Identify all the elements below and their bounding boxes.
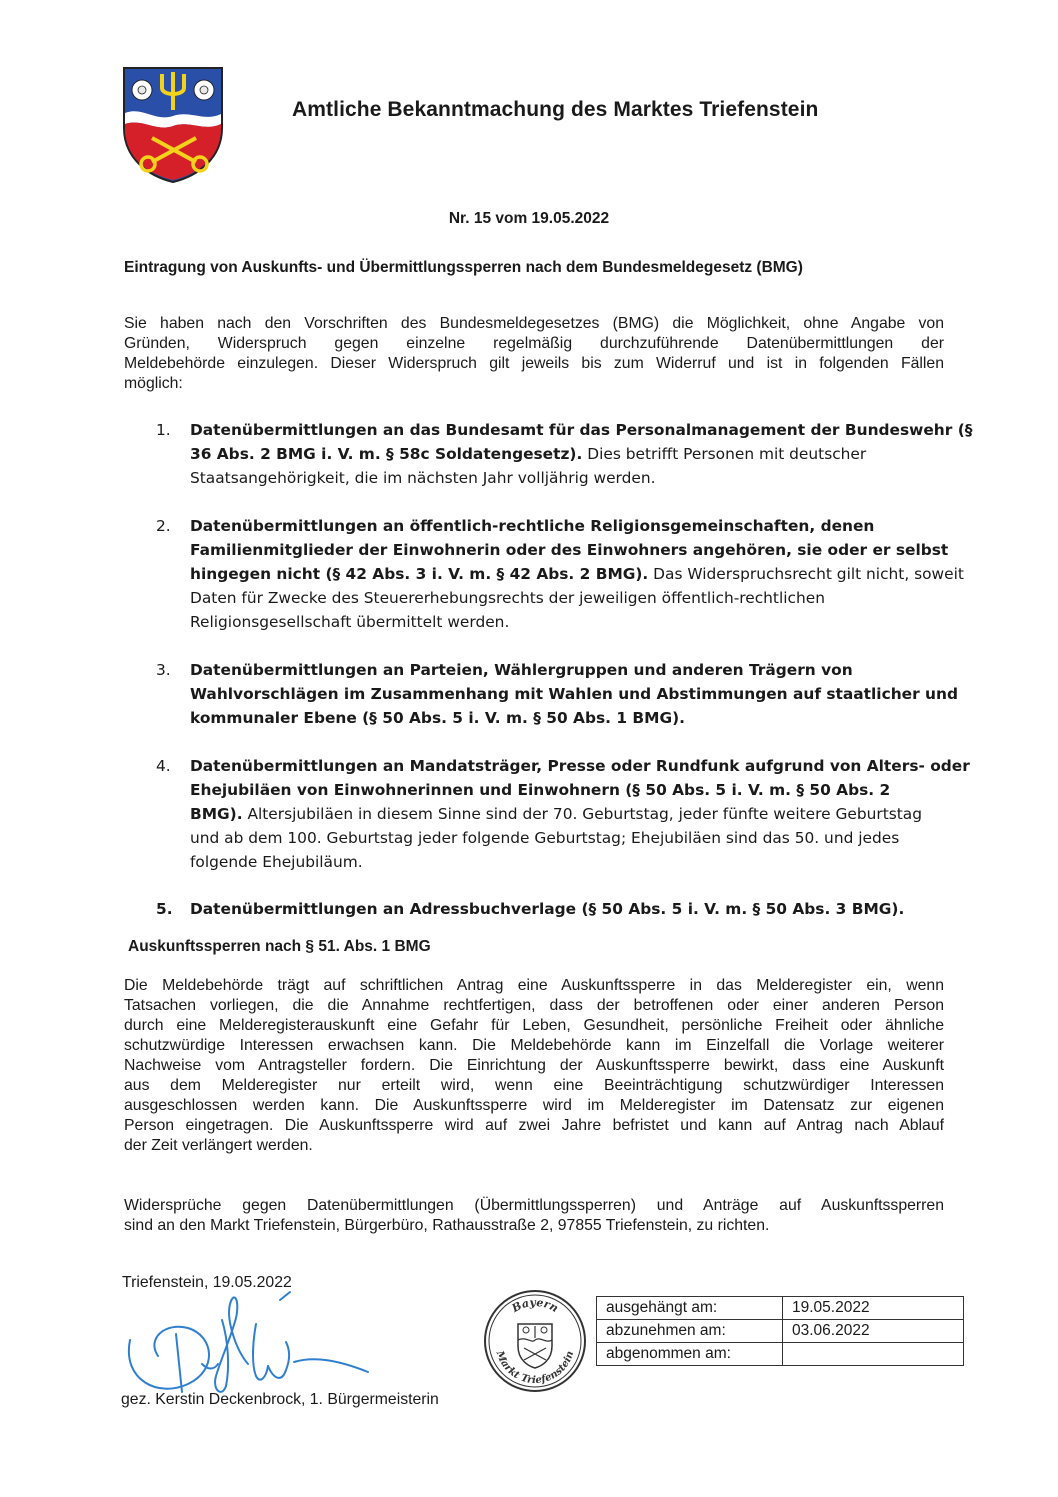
official-seal-icon [482,1288,588,1394]
item-text: folgende Ehejubiläum. [190,853,363,871]
item-text: und ab dem 100. Geburtstag jeder folgende Geburtstag; Ehejubiläen sind das 50. und jedes [190,829,900,847]
announcement-subject: Eintragung von Auskunfts- und Übermittlungssperren nach dem Bundesmeldegesetz (BMG) [124,259,803,276]
table-row [597,1320,964,1343]
section-line: Die Meldebehörde trägt auf schriftlichen Antrag eine Auskunftssperre in das Melderegister ein, wenn [124,977,944,994]
item-text: Datenübermittlungen an Adressbuchverlage (§ 50 Abs. 5 i. V. m. § 50 Abs. 3 BMG). [190,900,905,918]
item-text: Dies betrifft Personen mit deutscher [582,445,867,463]
section-line: Tatsachen vorliegen, die die Annahme rechtfertigen, dass der betroffenen oder einer anderen Person [124,997,944,1014]
section-line: aus dem Melderegister nur erteilt wird, wenn eine Beeinträchtigung schutzwürdiger Interessen [124,1077,944,1094]
list-item-1 [156,418,973,490]
closing-line: sind an den Markt Triefenstein, Bürgerbüro, Rathausstraße 2, 97855 Triefenstein, zu richten. [124,1217,770,1234]
item-text: Religionsgesellschaft übermittelt werden. [190,613,510,631]
list-number: 3. [156,661,171,679]
item-text: Datenübermittlungen an das Bundesamt für das Personalmanagement der Bundeswehr (§ [190,421,973,439]
item-text: hingegen nicht (§ 42 Abs. 3 i. V. m. § 42 Abs. 2 BMG). [190,565,649,583]
list-item-2 [156,514,964,634]
list-number: 2. [156,517,171,535]
section-line: ausgeschlossen werden kann. Die Auskunftssperre wird im Melderegister im Datensatz zur eigenen [124,1097,944,1114]
item-text: Wahlvorschlägen im Zusammenhang mit Wahlen und Abstimmungen auf staatlicher und [190,685,958,703]
section-line: durch eine Melderegisterauskunft eine Gefahr für Leben, Gesundheit, persönliche Freiheit oder ähnliche [124,1017,944,1034]
item-text: 36 Abs. 2 BMG i. V. m. § 58c Soldatengesetz). [190,445,583,463]
list-number: 4. [156,757,171,775]
list-number: 5. [156,900,173,918]
document-title: Amtliche Bekanntmachung des Marktes Triefenstein [292,98,819,121]
section-paragraph [124,976,944,1156]
handwritten-signature [118,1280,398,1400]
intro-line: Sie haben nach den Vorschriften des Bundesmeldegesetzes (BMG) die Möglichkeit, ohne Angabe von [124,315,944,332]
closing-paragraph [124,1196,944,1236]
list-number: 1. [156,421,171,439]
list-item-5 [156,897,946,921]
table-cell-label: ausgehängt am: [597,1297,783,1320]
list-item-3 [156,658,958,730]
section-line: der Zeit verlängert werden. [124,1137,313,1154]
section-heading: Auskunftssperren nach § 51. Abs. 1 BMG [128,938,431,955]
item-text: Familienmitglieder der Einwohnerin oder des Einwohners angehören, sie oder er selbst [190,541,949,559]
place-date: Triefenstein, 19.05.2022 [122,1274,292,1291]
intro-line: möglich: [124,375,183,392]
table-row [597,1343,964,1366]
table-cell-value: 19.05.2022 [783,1297,964,1320]
intro-line: Gründen, Widerspruch gegen einzelne regelmäßig durchzuführende Datenübermittlungen der [124,335,944,352]
announcement-number: Nr. 15 vom 19.05.2022 [448,210,610,227]
table-cell-label: abgenommen am: [597,1343,783,1366]
item-text: Staatsangehörigkeit, die im nächsten Jahr volljährig werden. [190,469,656,487]
item-text: kommunaler Ebene (§ 50 Abs. 5 i. V. m. § 50 Abs. 1 BMG). [190,709,685,727]
item-text: Altersjubiläen in diesem Sinne sind der 70. Geburtstag, jeder fünfte weitere Geburtstag [242,805,922,823]
closing-line: Widersprüche gegen Datenübermittlungen (Übermittlungssperren) und Anträge auf Auskunftssperren [124,1197,944,1214]
section-line: schutzwürdige Interessen erwachsen kann. Die Meldebehörde kann im Einzelfall die Vorlage weiterer [124,1037,944,1054]
signatory-line: gez. Kerstin Deckenbrock, 1. Bürgermeisterin [121,1391,439,1408]
item-text: Ehejubiläen von Einwohnerinnen und Einwohnern (§ 50 Abs. 5 i. V. m. § 50 Abs. 2 [190,781,891,799]
table-cell-value: 03.06.2022 [783,1320,964,1343]
item-text: Datenübermittlungen an öffentlich-rechtliche Religionsgemeinschaften, denen [190,517,875,535]
section-line: Person eingetragen. Die Auskunftssperre wird auf zwei Jahre befristet und kann auf Antrag nach Ablauf [124,1117,944,1134]
table-cell-value [783,1343,964,1366]
item-text: Datenübermittlungen an Mandatsträger, Presse oder Rundfunk aufgrund von Alters- oder [190,757,970,775]
seal-text-bottom: Markt Triefenstein [493,1349,577,1387]
posting-record-table [596,1296,964,1366]
table-cell-label: abzunehmen am: [597,1320,783,1343]
item-text: Datenübermittlungen an Parteien, Wählergruppen und anderen Trägern von [190,661,853,679]
intro-line: Meldebehörde einzulegen. Dieser Widerspruch gilt jeweils bis zum Widerruf und ist in folgenden Fällen [124,355,944,372]
item-text: BMG). [190,805,243,823]
table-row [597,1297,964,1320]
section-line: Nachweise vom Antragsteller fordern. Die Einrichtung der Auskunftssperre bewirkt, dass eine Auskunft [124,1057,944,1074]
list-item-4 [156,754,970,874]
item-text: Das Widerspruchsrecht gilt nicht, soweit [648,565,964,583]
item-text: Daten für Zwecke des Steuererhebungsrechts der jeweiligen öffentlich-rechtlichen [190,589,825,607]
coat-of-arms-icon [122,66,224,184]
seal-text-top: Bayern [509,1295,561,1316]
intro-paragraph [124,314,944,394]
